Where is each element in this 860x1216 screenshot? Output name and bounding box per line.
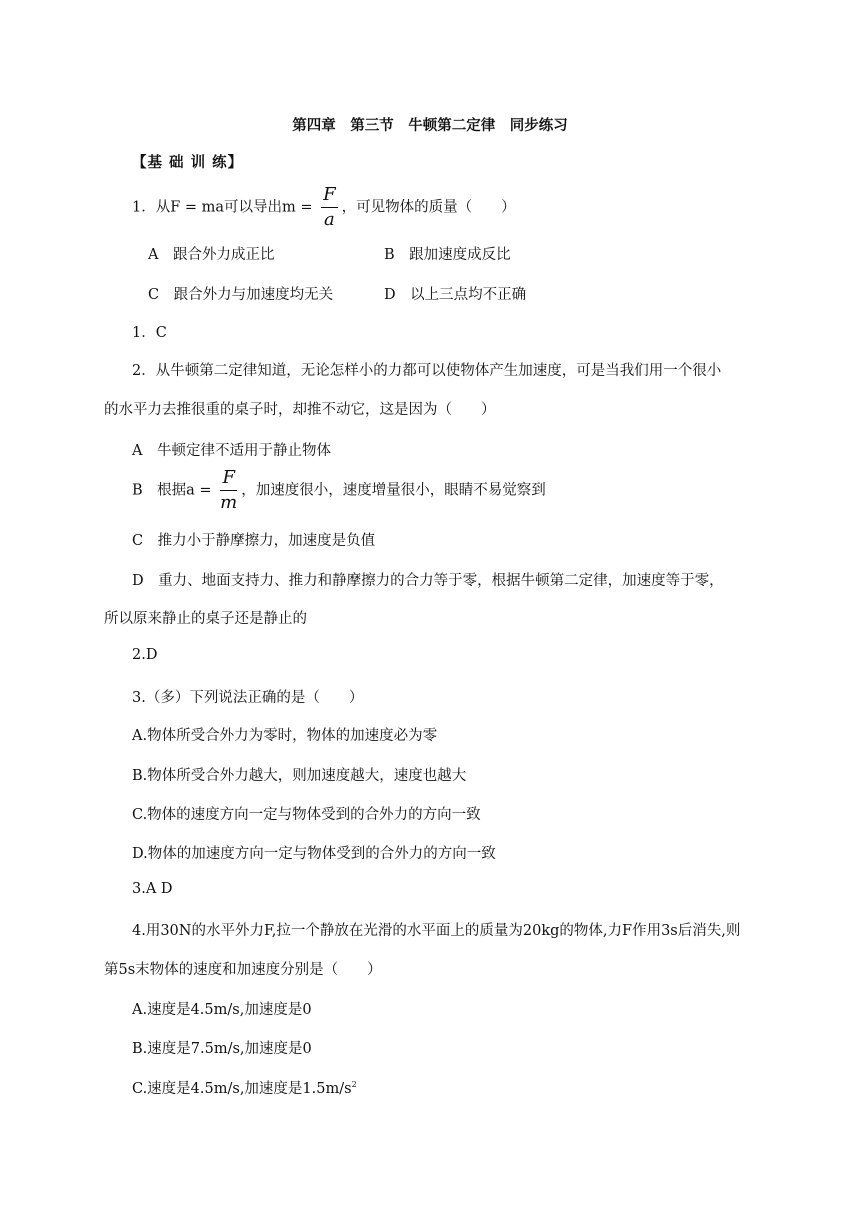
page-title: 第四章 第三节 牛顿第二定律 同步练习: [292, 117, 568, 134]
q1-option-a: A 跟合外力成正比: [148, 247, 275, 263]
q3-answer: 3.A D: [132, 881, 173, 897]
q1-answer: 1．C: [132, 325, 167, 341]
q2-stem-line-2: 的水平力去推很重的桌子时，却推不动它，这是因为（ ）: [104, 402, 496, 418]
q2-option-c: C 推力小于静摩擦力，加速度是负值: [132, 533, 376, 549]
q2-option-d-line-2: 所以原来静止的桌子还是静止的: [104, 611, 307, 627]
section-heading: 【基 础 训 练】: [132, 154, 244, 171]
q2-option-b: [132, 469, 546, 512]
q2-option-d-line-1: D 重力、地面支持力、推力和静摩擦力的合力等于零，根据牛顿第二定律，加速度等于零，: [132, 573, 724, 589]
fraction-f-over-m: [220, 469, 237, 512]
q1-option-b: B 跟加速度成反比: [384, 247, 511, 263]
fraction-f-over-a: [321, 186, 338, 229]
q2-answer: 2.D: [132, 647, 158, 663]
q4-option-c-exponent: 2: [351, 1080, 357, 1090]
q1-prefix: 1．从F = ma可以导出m =: [132, 199, 318, 216]
q3-option-a: A.物体所受合外力为零时，物体的加速度必为零: [132, 728, 438, 744]
fraction-denominator: a: [324, 209, 335, 230]
q4-option-c: [132, 1077, 357, 1098]
fraction-denominator: m: [220, 492, 238, 513]
q3-stem: 3.（多）下列说法正确的是（ ）: [132, 690, 364, 706]
q4-option-b: B.速度是7.5m/s,加速度是0: [132, 1041, 312, 1057]
question-1-stem: [132, 186, 516, 229]
q2-option-b-suffix: ，加速度很小，速度增量很小，眼睛不易觉察到: [241, 482, 546, 499]
q1-suffix: ，可见物体的质量（ ）: [341, 199, 516, 216]
q3-option-c: C.物体的速度方向一定与物体受到的合外力的方向一致: [132, 807, 481, 823]
q3-option-b: B.物体所受合外力越大，则加速度越大，速度也越大: [132, 768, 467, 784]
q2-stem-line-1: 2．从牛顿第二定律知道，无论怎样小的力都可以使物体产生加速度，可是当我们用一个很小: [132, 363, 722, 379]
fraction-numerator: F: [321, 186, 338, 208]
q3-option-d: D.物体的加速度方向一定与物体受到的合外力的方向一致: [132, 846, 496, 862]
fraction-numerator: F: [220, 469, 237, 491]
q4-stem-line-1: 4.用30N的水平外力F,拉一个静放在光滑的水平面上的质量为20kg的物体,力F作用3s后消失,则: [132, 923, 741, 939]
q1-option-d: D 以上三点均不正确: [384, 287, 527, 303]
q4-option-a: A.速度是4.5m/s,加速度是0: [132, 1002, 312, 1018]
q4-option-c-text: C.速度是4.5m/s,加速度是1.5m/s: [132, 1081, 352, 1097]
q4-stem-line-2: 第5s末物体的速度和加速度分别是（ ）: [104, 962, 382, 978]
q1-option-c: C 跟合外力与加速度均无关: [148, 287, 334, 303]
q2-option-a: A 牛顿定律不适用于静止物体: [132, 443, 331, 459]
q2-option-b-prefix: B 根据a =: [132, 482, 217, 499]
